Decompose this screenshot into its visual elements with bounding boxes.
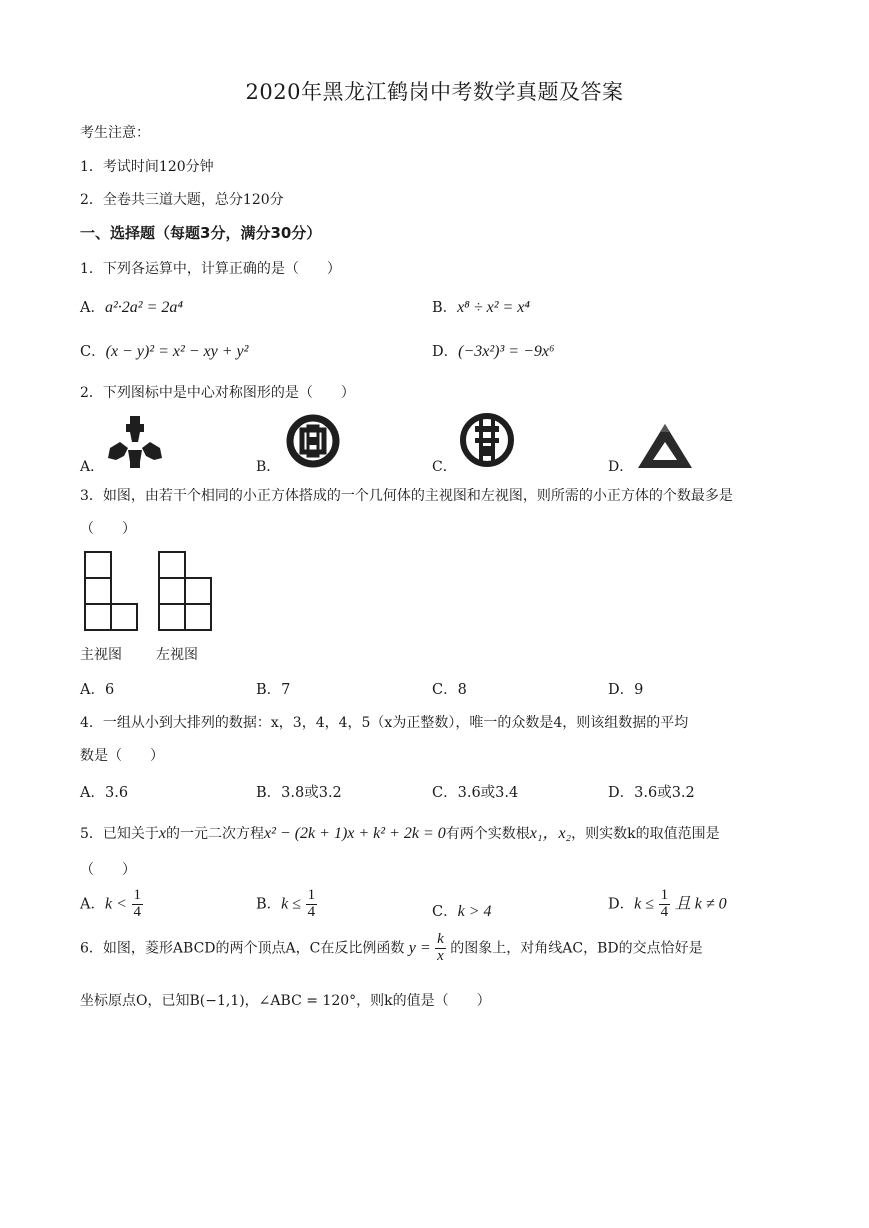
triangle-logo-icon <box>636 422 694 470</box>
q5-option-b[interactable]: B．k ≤ $\frac{1}{4}$ <box>256 887 316 920</box>
q1-option-a-expr: a²·2a² = 2a⁴ <box>104 299 183 316</box>
front-view-label: 主视图 <box>80 647 122 663</box>
q1-option-c-expr: (x − y)² = x² − xy + y² <box>105 343 249 360</box>
section-heading-choice: 一、选择题（每题3分，满分30分） <box>80 224 322 242</box>
left-view-label: 左视图 <box>156 647 198 663</box>
notice-item-2: 2．全卷共三道大题，总分120分 <box>80 192 284 208</box>
q4-option-a[interactable]: A．3.6 <box>80 785 129 801</box>
q5-option-a-fraction: $\frac{1}{4}$ <box>133 887 141 920</box>
q5-equation: x² − (2k + 1)x + k² + 2k = 0 <box>264 825 446 842</box>
q1-option-b[interactable]: B．x⁸ ÷ x² = x⁴ <box>432 299 530 316</box>
q3-option-b-value: 7 <box>281 682 291 698</box>
q1-option-a[interactable]: A．a²·2a² = 2a⁴ <box>80 299 183 316</box>
q4-stem-line1: 4．一组从小到大排列的数据：x，3，4，4，5（x为正整数），唯一的众数是4，则该组数据的平均 <box>80 715 689 731</box>
notice-item-1: 1．考试时间120分钟 <box>80 159 214 175</box>
q5-stem-line2: （ ） <box>80 862 136 878</box>
q2-option-b[interactable]: B． <box>256 459 281 475</box>
q5-option-d-fraction: $\frac{1}{4}$ <box>660 887 669 920</box>
q4-option-c[interactable]: C．3.6或3.4 <box>432 785 519 801</box>
q1-stem: 1．下列各运算中，计算正确的是（ ） <box>80 261 341 277</box>
q5-roots: x₁，x₂ <box>529 825 572 842</box>
q2-option-d[interactable]: D． <box>608 459 634 475</box>
coin-logo-icon <box>284 412 342 470</box>
page-title: 2020年黑龙江鹤岗中考数学真题及答案 <box>245 80 624 104</box>
q3-stem-line1: 3．如图，由若干个相同的小正方体搭成的一个几何体的主视图和左视图，则所需的小正方体的个数最多是 <box>80 488 733 504</box>
q2-option-c[interactable]: C． <box>432 459 457 475</box>
q3-option-c-value: 8 <box>457 682 467 698</box>
q5-var: x <box>158 825 167 842</box>
q5-option-b-fraction: $\frac{1}{4}$ <box>307 887 316 920</box>
q1-option-d[interactable]: D．(−3x²)³ = −9x⁶ <box>432 343 555 360</box>
q4-option-d-value: 3.6或3.2 <box>634 785 695 801</box>
q3-option-c[interactable]: C．8 <box>432 682 467 698</box>
q3-option-b[interactable]: B．7 <box>256 682 291 698</box>
q5-stem-line1: 5．已知关于x的一元二次方程x² − (2k + 1)x + k² + 2k = 0有两个实数根x₁，x₂，则实数k的取值范围是 <box>80 825 720 842</box>
q5-option-a[interactable]: A．k < $\frac{1}{4}$ <box>80 887 141 920</box>
tri-ring-logo-icon <box>106 416 164 468</box>
left-view-figure <box>158 551 214 633</box>
q6-function-fraction: $\frac{k}{x}$ <box>437 931 444 964</box>
q6-stem-line2: 坐标原点O，已知B(−1,1)，∠ABC = 120°，则k的值是（ ） <box>80 993 491 1009</box>
q3-option-d-value: 9 <box>634 682 644 698</box>
q3-option-a-value: 6 <box>104 682 115 698</box>
q3-option-d[interactable]: D．9 <box>608 682 644 698</box>
q1-option-c[interactable]: C．(x − y)² = x² − xy + y² <box>80 343 249 360</box>
q4-option-c-value: 3.6或3.4 <box>457 785 519 801</box>
q4-stem-line2: 数是（ ） <box>80 748 164 764</box>
front-view-figure <box>84 551 140 633</box>
q4-option-d[interactable]: D．3.6或3.2 <box>608 785 695 801</box>
q4-option-b[interactable]: B．3.8或3.2 <box>256 785 342 801</box>
q6-stem-line1: 6．如图，菱形ABCD的两个顶点A，C在反比例函数 y = $\frac{k}{x}$ 的图象上，对角线AC，BD的交点恰好是 <box>80 931 703 964</box>
notice-heading: 考生注意： <box>80 125 150 141</box>
q2-option-a[interactable]: A． <box>80 459 105 475</box>
q4-option-a-value: 3.6 <box>104 785 129 801</box>
q3-option-a[interactable]: A．6 <box>80 682 115 698</box>
q4-option-b-value: 3.8或3.2 <box>281 785 342 801</box>
q1-option-b-expr: x⁸ ÷ x² = x⁴ <box>457 299 530 316</box>
q1-option-d-expr: (−3x²)³ = −9x⁶ <box>458 343 555 360</box>
q3-stem-line2: （ ） <box>80 521 136 537</box>
q5-option-d[interactable]: D．k ≤ $\frac{1}{4}$ 且 k ≠ 0 <box>608 887 727 920</box>
q2-stem: 2．下列图标中是中心对称图形的是（ ） <box>80 385 355 401</box>
bank-logo-icon <box>458 410 516 470</box>
q5-option-c[interactable]: C．k > 4 <box>432 903 492 920</box>
